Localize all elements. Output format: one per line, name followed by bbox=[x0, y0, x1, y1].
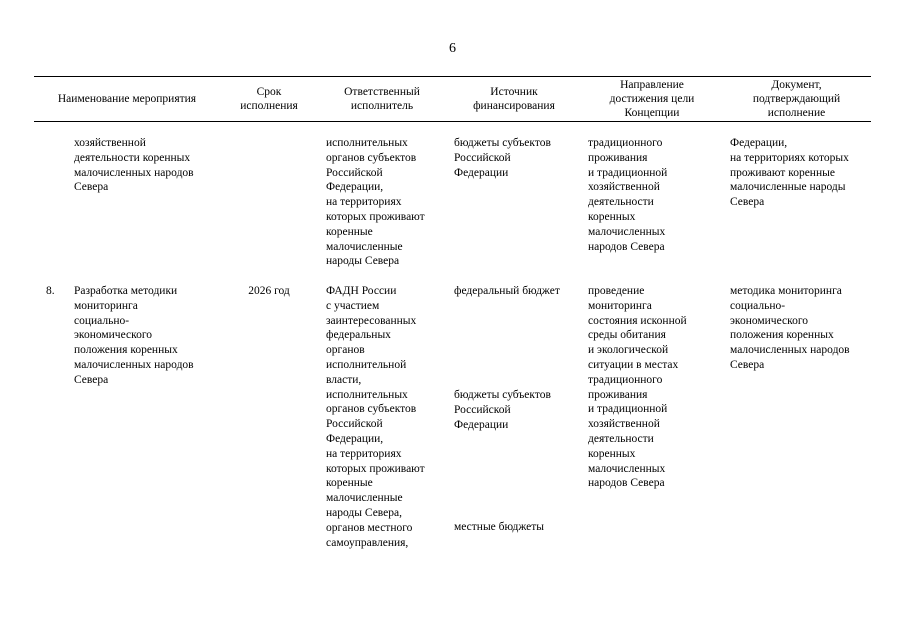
cell-document: методика мониторинга социально- экономического положения коренных малочисленных народов Севера bbox=[730, 285, 850, 371]
page-number: 6 bbox=[449, 41, 456, 56]
cell-number: 8. bbox=[46, 285, 55, 297]
cell-name: Разработка методики мониторинга социально- экономического положения коренных малочисленных народов Севера bbox=[74, 285, 194, 386]
cell-direction: проведение мониторинга состояния исконной среды обитания и экологической ситуации в местах традиционного проживания и традиционной хозяйственной деятельности коренных малочисленных народов Севера bbox=[588, 285, 687, 490]
header-source: Источник финансирования bbox=[473, 86, 555, 112]
header-responsible: Ответственный исполнитель bbox=[344, 86, 420, 112]
header-name: Наименование мероприятия bbox=[57, 93, 197, 105]
cell-direction: традиционного проживания и традиционной хозяйственной деятельности коренных малочисленных народов Севера bbox=[588, 137, 668, 253]
cell-source-regional: бюджеты субъектов Российской Федерации bbox=[454, 389, 551, 431]
cell-source-local: местные бюджеты bbox=[454, 521, 545, 533]
table-top-rule bbox=[34, 76, 871, 77]
cell-responsible: ФАДН России с участием заинтересованных федеральных органов исполнительной власти, исполнительных органов субъектов Российской Федерации, на территориях которых проживают коренные малочисленные народы Севера, органов местного самоуправления, bbox=[326, 285, 425, 549]
cell-source: бюджеты субъектов Российской Федерации bbox=[454, 137, 551, 179]
cell-term: 2026 год bbox=[248, 285, 290, 297]
header-document: Документ, подтверждающий исполнение bbox=[752, 79, 841, 119]
cell-name: хозяйственной деятельности коренных малочисленных народов Севера bbox=[74, 137, 194, 194]
table-header-rule bbox=[34, 121, 871, 122]
cell-source-federal: федеральный бюджет bbox=[454, 285, 560, 297]
cell-document: Федерации, на территориях которых проживают коренные малочисленные народы Севера bbox=[730, 137, 849, 209]
header-term: Срок исполнения bbox=[240, 86, 298, 112]
header-direction: Направление достижения цели Концепции bbox=[609, 79, 695, 119]
cell-responsible: исполнительных органов субъектов Российской Федерации, на территориях которых проживают коренные малочисленные народы Севера bbox=[326, 137, 425, 268]
